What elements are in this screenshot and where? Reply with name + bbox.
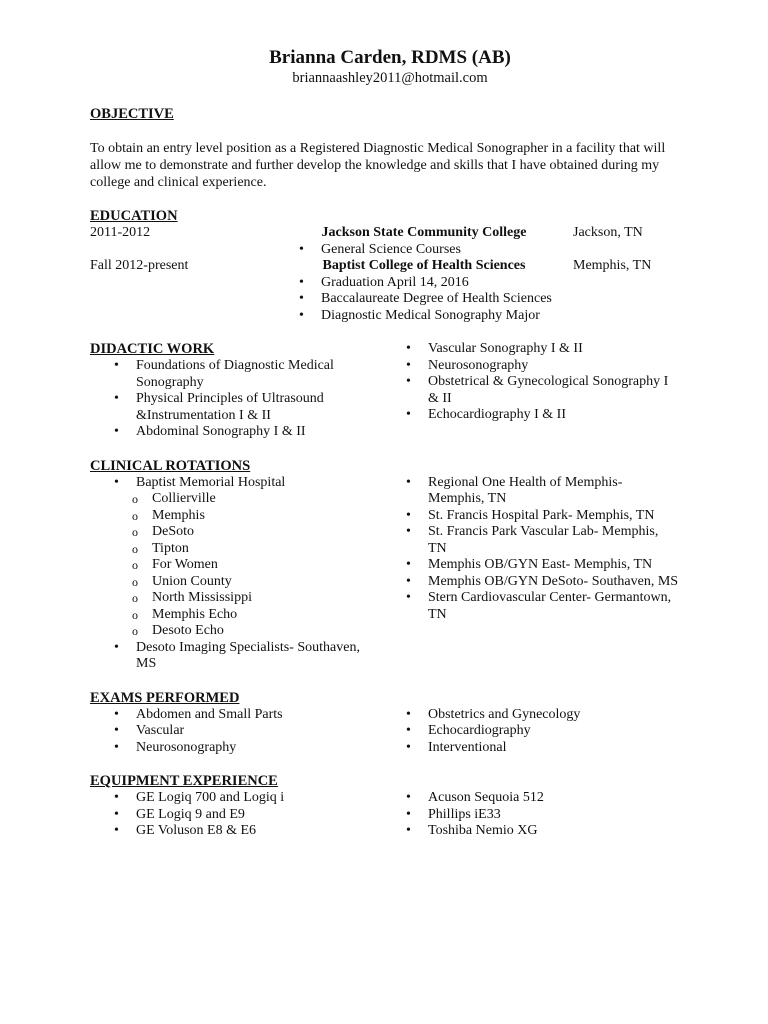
list-item: • Obstetrics and Gynecology [380, 707, 680, 724]
list-item: • GE Logiq 9 and E9 [90, 807, 380, 824]
list-item: o North Mississippi [90, 590, 380, 607]
list-item: o Memphis [90, 508, 380, 525]
list-item: • Toshiba Nemio XG [380, 823, 680, 840]
objective-text: To obtain an entry level position as a Registered Diagnostic Medical Sonographer in a facility that will allow me to demonstrate and further develop the knowledge and skills that I have obtained during my college and clinical experience. [90, 141, 666, 190]
didactic-right-column [380, 341, 680, 441]
education-details [275, 275, 573, 325]
equipment-right-column [380, 790, 680, 840]
education-school: Baptist College of Health Sciences [322, 258, 526, 273]
candidate-email: briannaashley2011@hotmail.com [292, 70, 488, 86]
list-item: • Echocardiography [380, 723, 680, 740]
list-item: • Interventional [380, 740, 680, 757]
clinical-sub-list [90, 491, 380, 640]
list-item: o Tipton [90, 541, 380, 558]
education-period: Fall 2012-present [90, 258, 189, 273]
resume-header [90, 0, 690, 87]
candidate-name: Brianna Carden, RDMS (AB) [269, 47, 511, 68]
list-item: • Abdominal Sonography I & II [90, 424, 380, 441]
list-item: • Graduation April 14, 2016 [275, 275, 573, 292]
list-item: • Vascular [90, 723, 380, 740]
list-item: • Phillips iE33 [380, 807, 680, 824]
education-details [275, 242, 573, 259]
education-period: 2011-2012 [90, 225, 151, 240]
education-entry [90, 225, 690, 258]
list-item: o Memphis Echo [90, 607, 380, 624]
education-entry [90, 258, 690, 324]
list-item: o For Women [90, 557, 380, 574]
list-item: • General Science Courses [275, 242, 573, 259]
list-item: • Obstetrical & Gynecological Sonography I & II [380, 374, 680, 407]
list-item: • Vascular Sonography I & II [380, 341, 680, 358]
equipment-heading: EQUIPMENT EXPERIENCE [90, 773, 278, 789]
exams-heading: EXAMS PERFORMED [90, 689, 240, 706]
list-item: • Memphis OB/GYN East- Memphis, TN [380, 557, 680, 574]
list-item: • Baptist Memorial Hospital [90, 475, 380, 492]
list-item: • Physical Principles of Ultrasound &Instrumentation I & II [90, 391, 380, 424]
list-item: • Baccalaureate Degree of Health Sciences [275, 291, 573, 308]
list-item: • Desoto Imaging Specialists- Southaven, MS [90, 640, 380, 673]
clinical-left-column [90, 475, 380, 673]
list-item: • Memphis OB/GYN DeSoto- Southaven, MS [380, 574, 680, 591]
list-item: o Desoto Echo [90, 623, 380, 640]
list-item: • Stern Cardiovascular Center- Germantown, TN [380, 590, 680, 623]
list-item: • St. Francis Hospital Park- Memphis, TN [380, 508, 680, 525]
list-item: • Acuson Sequoia 512 [380, 790, 680, 807]
list-item: o DeSoto [90, 524, 380, 541]
didactic-left-column [90, 358, 380, 441]
list-item: • Abdomen and Small Parts [90, 707, 380, 724]
objective-heading: OBJECTIVE [90, 106, 174, 122]
list-item: • Echocardiography I & II [380, 407, 680, 424]
resume-page [90, 0, 690, 840]
list-item: • Regional One Health of Memphis- Memphis, TN [380, 475, 680, 508]
exams-right-column [380, 707, 680, 757]
clinical-right-column [380, 475, 680, 673]
list-item: • Neurosonography [90, 740, 380, 757]
list-item: • Neurosonography [380, 358, 680, 375]
education-location: Memphis, TN [573, 258, 652, 273]
list-item: • GE Logiq 700 and Logiq i [90, 790, 380, 807]
list-item: • St. Francis Park Vascular Lab- Memphis, TN [380, 524, 680, 557]
list-item: o Collierville [90, 491, 380, 508]
exams-left-column [90, 707, 380, 757]
exams-list [90, 707, 690, 757]
clinical-heading: CLINICAL ROTATIONS [90, 457, 251, 474]
equipment-left-column [90, 790, 380, 840]
education-heading: EDUCATION [90, 208, 178, 224]
education-location: Jackson, TN [573, 225, 643, 240]
clinical-list [90, 475, 690, 673]
list-item: • Diagnostic Medical Sonography Major [275, 308, 573, 325]
list-item: o Union County [90, 574, 380, 591]
list-item: • GE Voluson E8 & E6 [90, 823, 380, 840]
list-item: • Foundations of Diagnostic Medical Sonography [90, 358, 380, 391]
equipment-list [90, 790, 690, 840]
didactic-heading: DIDACTIC WORK [90, 341, 215, 357]
education-school: Jackson State Community College [321, 225, 527, 240]
